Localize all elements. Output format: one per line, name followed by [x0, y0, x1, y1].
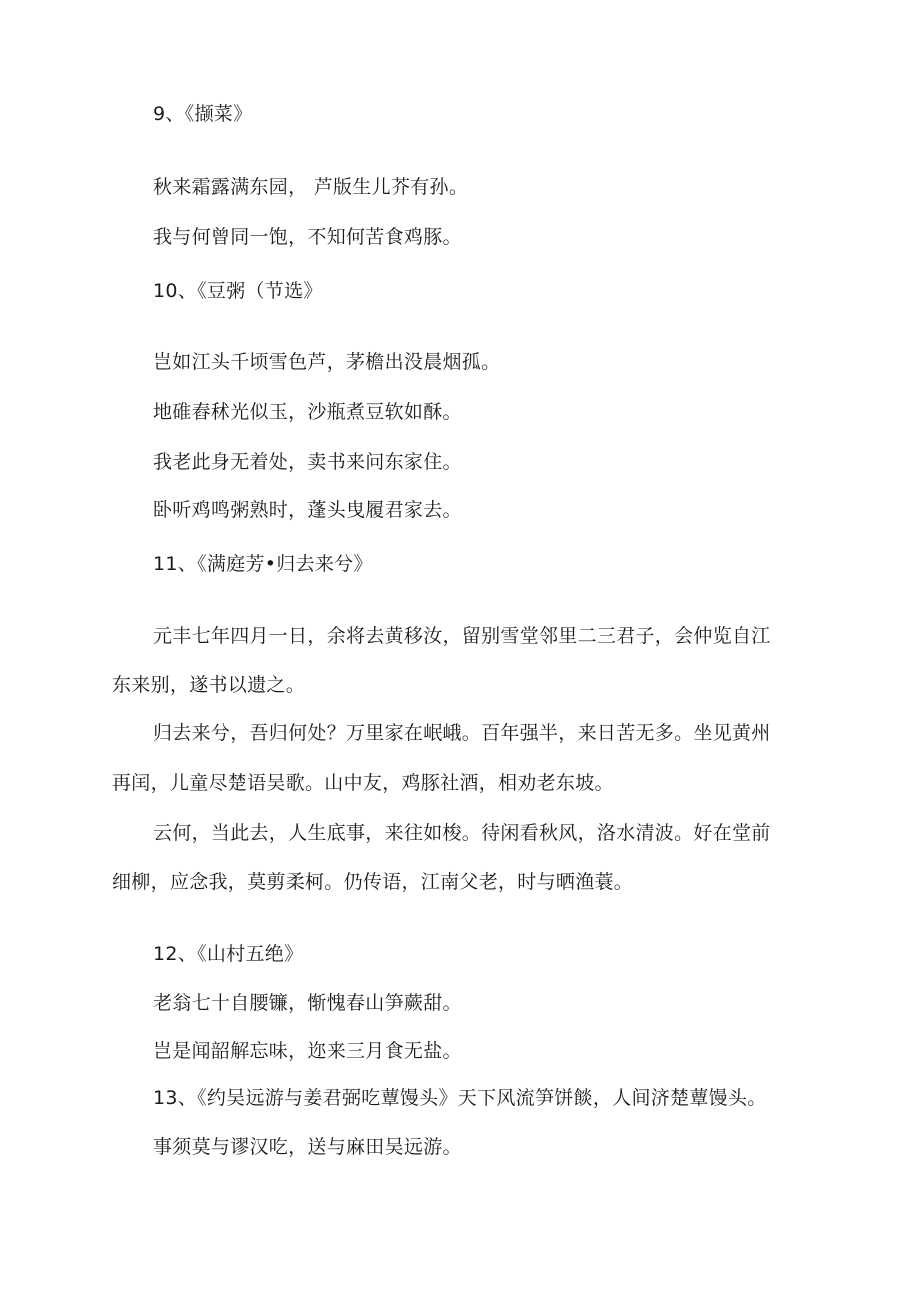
poem-line: 岂是闻韶解忘味，迩来三月食无盐。 [153, 1040, 462, 1062]
poem-line: 我与何曾同一饱，不知何苦食鸡豚。 [153, 226, 462, 248]
poem-line: 地碓舂秫光似玉，沙瓶煮豆软如酥。 [153, 401, 462, 423]
poem-line: 秋来霜露满东园， 芦版生儿芥有孙。 [153, 176, 469, 198]
heading-11: 11、《满庭芳•归去来兮》 [153, 553, 373, 575]
heading-12: 12、《山村五绝》 [153, 943, 304, 965]
heading-10: 10、《豆粥（节选》 [153, 280, 323, 302]
heading-9: 9、《撷菜》 [153, 103, 253, 125]
poem-line: 岂如江头千顷雪色芦，茅檐出没晨烟孤。 [153, 351, 501, 373]
poem-line: 老翁七十自腰镰，惭愧春山笋蕨甜。 [153, 992, 462, 1014]
lyric-line: 细柳，应念我，莫剪柔柯。仍传语，江南父老，时与晒渔蓑。 [112, 871, 634, 893]
poem-line: 我老此身无着处，卖书来问东家住。 [153, 451, 462, 473]
preface-line: 东来别，遂书以遗之。 [112, 674, 306, 696]
poem-line: 事须莫与谬汉吃，送与麻田吴远游。 [153, 1136, 462, 1158]
poem-line: 卧听鸡鸣粥熟时，蓬头曳履君家去。 [153, 499, 462, 521]
heading-13-with-poem: 13、《约吴远游与姜君弼吃蕈馒头》天下风流笋饼餤，人间济楚蕈馒头。 [153, 1087, 767, 1109]
preface-line: 元丰七年四月一日，余将去黄移汝，留别雪堂邻里二三君子，会仲览自江 [153, 625, 771, 647]
lyric-line: 云何，当此去，人生底事，来往如梭。待闲看秋风，洛水清波。好在堂前 [153, 822, 771, 844]
lyric-line: 再闰，儿童尽楚语吴歌。山中友，鸡豚社酒，相劝老东坡。 [112, 772, 614, 794]
lyric-line: 归去来兮，吾归何处？万里家在岷峨。百年强半，来日苦无多。坐见黄州 [153, 722, 771, 744]
